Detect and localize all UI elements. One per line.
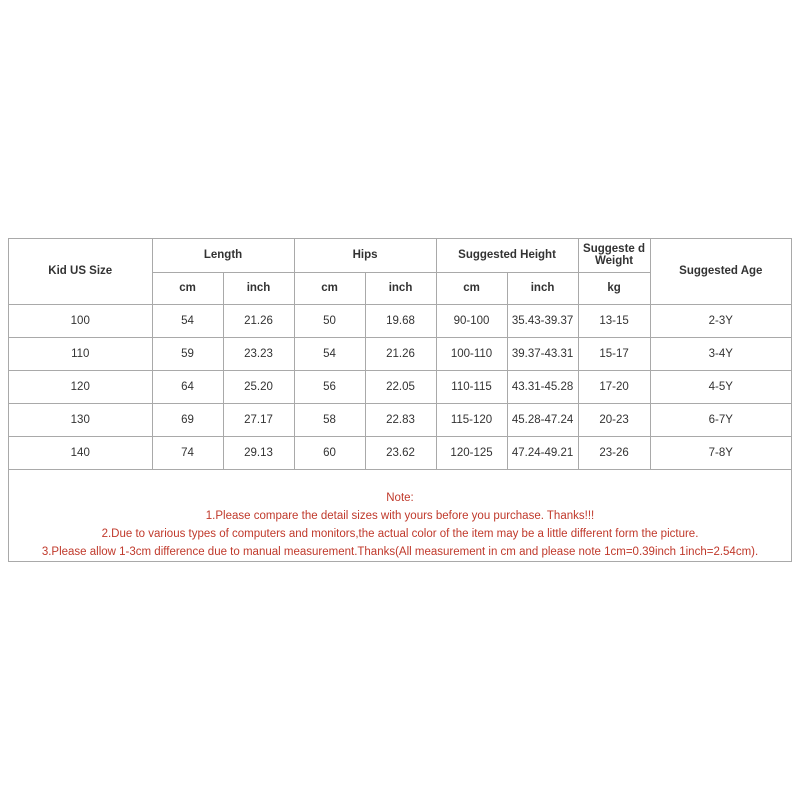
header-suggested-height: Suggested Height: [436, 239, 578, 272]
note-line: 3.Please allow 1-3cm difference due to manual measurement.Thanks(All measurement in cm and please note 1cm=0.39inch 1inch=2.54cm).: [41, 545, 759, 558]
header-length: Length: [152, 239, 294, 272]
cell-height-cm: 120-125: [436, 436, 507, 469]
cell-length-cm: 59: [152, 337, 223, 370]
cell-age: 2-3Y: [650, 304, 791, 337]
cell-length-cm: 54: [152, 304, 223, 337]
unit-hips-cm: cm: [294, 272, 365, 304]
header-hips: Hips: [294, 239, 436, 272]
cell-size: 100: [9, 304, 152, 337]
note-line: 2.Due to various types of computers and monitors,the actual color of the item may be a little different form the picture.: [101, 527, 699, 540]
note-line: 1.Please compare the detail sizes with yours before you purchase. Thanks!!!: [205, 509, 595, 522]
header-suggested-age: Suggested Age: [650, 239, 791, 304]
table-row: [9, 337, 791, 370]
cell-length-cm: 69: [152, 403, 223, 436]
table-row: [9, 403, 791, 436]
cell-length-inch: 25.20: [223, 370, 294, 403]
cell-hips-inch: 19.68: [365, 304, 436, 337]
cell-hips-cm: 50: [294, 304, 365, 337]
cell-size: 140: [9, 436, 152, 469]
cell-height-inch: 47.24-49.21: [507, 436, 578, 469]
size-table: [9, 239, 791, 470]
cell-length-cm: 74: [152, 436, 223, 469]
cell-size: 130: [9, 403, 152, 436]
cell-height-inch: 35.43-39.37: [507, 304, 578, 337]
cell-hips-cm: 58: [294, 403, 365, 436]
unit-height-cm: cm: [436, 272, 507, 304]
cell-height-cm: 110-115: [436, 370, 507, 403]
cell-hips-inch: 22.83: [365, 403, 436, 436]
size-chart: [8, 238, 792, 562]
cell-height-cm: 100-110: [436, 337, 507, 370]
cell-length-inch: 21.26: [223, 304, 294, 337]
table-row: [9, 370, 791, 403]
unit-length-inch: inch: [223, 272, 294, 304]
unit-length-cm: cm: [152, 272, 223, 304]
cell-weight-kg: 20-23: [578, 403, 650, 436]
cell-height-cm: 90-100: [436, 304, 507, 337]
cell-height-inch: 43.31-45.28: [507, 370, 578, 403]
table-row: [9, 304, 791, 337]
cell-height-inch: 45.28-47.24: [507, 403, 578, 436]
header-kid-us-size: Kid US Size: [9, 239, 152, 304]
cell-length-inch: 23.23: [223, 337, 294, 370]
cell-hips-cm: 60: [294, 436, 365, 469]
cell-hips-cm: 56: [294, 370, 365, 403]
cell-age: 6-7Y: [650, 403, 791, 436]
unit-weight-kg: kg: [578, 272, 650, 304]
cell-hips-inch: 23.62: [365, 436, 436, 469]
cell-size: 110: [9, 337, 152, 370]
header-suggested-weight: Suggeste d Weight: [578, 239, 650, 272]
cell-age: 3-4Y: [650, 337, 791, 370]
cell-hips-cm: 54: [294, 337, 365, 370]
table-row: [9, 436, 791, 469]
cell-weight-kg: 17-20: [578, 370, 650, 403]
unit-height-inch: inch: [507, 272, 578, 304]
cell-length-inch: 27.17: [223, 403, 294, 436]
cell-height-cm: 115-120: [436, 403, 507, 436]
unit-hips-inch: inch: [365, 272, 436, 304]
cell-weight-kg: 13-15: [578, 304, 650, 337]
cell-hips-inch: 21.26: [365, 337, 436, 370]
cell-length-cm: 64: [152, 370, 223, 403]
cell-weight-kg: 23-26: [578, 436, 650, 469]
notes-section: [9, 470, 791, 561]
cell-length-inch: 29.13: [223, 436, 294, 469]
notes-title: Note:: [386, 491, 414, 504]
cell-size: 120: [9, 370, 152, 403]
cell-height-inch: 39.37-43.31: [507, 337, 578, 370]
cell-age: 7-8Y: [650, 436, 791, 469]
cell-hips-inch: 22.05: [365, 370, 436, 403]
cell-weight-kg: 15-17: [578, 337, 650, 370]
cell-age: 4-5Y: [650, 370, 791, 403]
